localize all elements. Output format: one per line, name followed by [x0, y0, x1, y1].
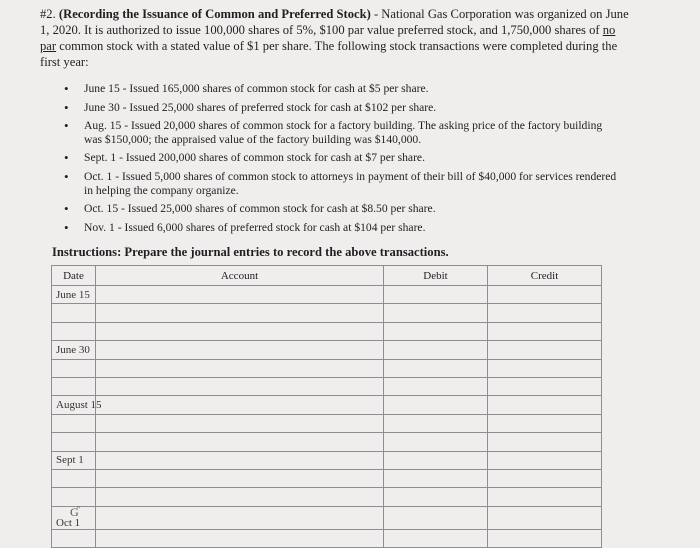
account-cell[interactable]: [96, 377, 384, 395]
problem-statement: [40, 6, 630, 70]
debit-cell[interactable]: [384, 529, 488, 547]
bullet-icon: •: [64, 118, 69, 134]
account-cell[interactable]: [96, 396, 384, 414]
account-cell[interactable]: [96, 506, 384, 529]
date-label: Oct 1: [56, 516, 81, 529]
list-item: [60, 101, 620, 115]
problem-number: #2.: [40, 7, 56, 21]
account-cell[interactable]: [96, 529, 384, 547]
credit-cell[interactable]: [488, 396, 602, 414]
table-row: [52, 414, 602, 432]
transaction-text: Oct. 15 - Issued 25,000 shares of common stock for cash at $8.50 per share.: [84, 202, 436, 216]
list-item: [60, 151, 620, 165]
table-row: [52, 529, 602, 547]
header-account: Account: [96, 266, 384, 286]
account-cell[interactable]: [96, 488, 384, 506]
credit-cell[interactable]: [488, 451, 602, 469]
header-date: Date: [52, 266, 96, 286]
list-item: [60, 221, 620, 235]
table-row: [52, 488, 602, 506]
table-row: [52, 396, 602, 414]
problem-text-1: - National Gas Corporation was organized on June 1, 2020. It is authorized to issue 100,000 shares of 5%, $100 par value preferred stock, and 1,750,000 shares of: [40, 7, 629, 37]
header-debit: Debit: [384, 266, 488, 286]
account-cell[interactable]: [96, 304, 384, 322]
credit-cell[interactable]: [488, 488, 602, 506]
date-cell[interactable]: Sept 1: [52, 451, 96, 469]
date-cell[interactable]: [52, 304, 96, 322]
date-cell[interactable]: [52, 322, 96, 340]
table-header-row: [52, 266, 602, 286]
problem-title: (Recording the Issuance of Common and Preferred Stock): [58, 7, 371, 21]
date-cell[interactable]: August 15: [52, 396, 96, 414]
table-row: [52, 322, 602, 340]
table-row: [52, 469, 602, 487]
transaction-text: June 30 - Issued 25,000 shares of preferred stock for cash at $102 per share.: [84, 100, 437, 114]
bullet-icon: •: [64, 201, 69, 217]
transaction-text: Oct. 1 - Issued 5,000 shares of common stock to attorneys in payment of their bill of $40,000 for services rendered in helping the company organize.: [84, 169, 617, 197]
bullet-icon: •: [64, 168, 69, 184]
debit-cell[interactable]: [384, 414, 488, 432]
date-cell[interactable]: [52, 414, 96, 432]
table-row: [52, 377, 602, 395]
journal-table: [51, 265, 602, 548]
debit-cell[interactable]: [384, 341, 488, 359]
list-item: [60, 119, 620, 146]
debit-cell[interactable]: [384, 304, 488, 322]
table-row: [52, 506, 602, 529]
account-cell[interactable]: [96, 469, 384, 487]
credit-cell[interactable]: [488, 286, 602, 304]
date-cell[interactable]: [52, 433, 96, 451]
date-cell[interactable]: [52, 377, 96, 395]
credit-cell[interactable]: [488, 377, 602, 395]
date-cell[interactable]: [52, 529, 96, 547]
handwritten-mark-icon: Ɠ: [70, 504, 79, 519]
credit-cell[interactable]: [488, 469, 602, 487]
credit-cell[interactable]: [488, 322, 602, 340]
transaction-list: [60, 82, 620, 239]
credit-cell[interactable]: [488, 414, 602, 432]
credit-cell[interactable]: [488, 529, 602, 547]
account-cell[interactable]: [96, 451, 384, 469]
date-cell[interactable]: June 30: [52, 341, 96, 359]
account-cell[interactable]: [96, 414, 384, 432]
debit-cell[interactable]: [384, 488, 488, 506]
bullet-icon: •: [64, 219, 69, 235]
date-cell[interactable]: [52, 506, 96, 529]
date-cell[interactable]: June 15: [52, 286, 96, 304]
credit-cell[interactable]: [488, 341, 602, 359]
account-cell[interactable]: [96, 359, 384, 377]
bullet-icon: •: [64, 81, 69, 96]
table-row: [52, 286, 602, 304]
date-cell[interactable]: [52, 488, 96, 506]
bullet-icon: •: [64, 150, 69, 166]
debit-cell[interactable]: [384, 433, 488, 451]
list-item: [60, 202, 620, 216]
debit-cell[interactable]: [384, 506, 488, 529]
credit-cell[interactable]: [488, 506, 602, 529]
debit-cell[interactable]: [384, 359, 488, 377]
table-row: [52, 451, 602, 469]
credit-cell[interactable]: [488, 359, 602, 377]
debit-cell[interactable]: [384, 322, 488, 340]
transaction-text: Aug. 15 - Issued 20,000 shares of common stock for a factory building. The asking price of the factory building was $150,000; the appraised value of the factory building was $140,000.: [84, 119, 603, 146]
debit-cell[interactable]: [384, 451, 488, 469]
credit-cell[interactable]: [488, 433, 602, 451]
credit-cell[interactable]: [488, 304, 602, 322]
debit-cell[interactable]: [384, 377, 488, 395]
problem-text-2: common stock with a stated value of $1 per share. The following stock transactions were completed during the first year:: [40, 39, 618, 69]
transaction-text: June 15 - Issued 165,000 shares of common stock for cash at $5 per share.: [84, 82, 429, 95]
account-cell[interactable]: [96, 286, 384, 304]
date-cell[interactable]: [52, 359, 96, 377]
account-cell[interactable]: [96, 341, 384, 359]
transaction-text: Nov. 1 - Issued 6,000 shares of preferred stock for cash at $104 per share.: [84, 220, 426, 234]
table-row: [52, 304, 602, 322]
table-row: [52, 341, 602, 359]
debit-cell[interactable]: [384, 396, 488, 414]
bullet-icon: •: [64, 99, 69, 115]
account-cell[interactable]: [96, 433, 384, 451]
table-row: [52, 433, 602, 451]
list-item: [60, 170, 620, 197]
debit-cell[interactable]: [384, 469, 488, 487]
list-item: [60, 82, 620, 96]
transaction-text: Sept. 1 - Issued 200,000 shares of common stock for cash at $7 per share.: [84, 151, 425, 165]
date-cell[interactable]: [52, 469, 96, 487]
instructions: Instructions: Prepare the journal entries to record the above transactions.: [52, 245, 449, 259]
problem-underlined: no par: [40, 23, 616, 53]
header-credit: Credit: [488, 266, 602, 286]
table-row: [52, 359, 602, 377]
debit-cell[interactable]: [384, 286, 488, 304]
account-cell[interactable]: [96, 322, 384, 340]
